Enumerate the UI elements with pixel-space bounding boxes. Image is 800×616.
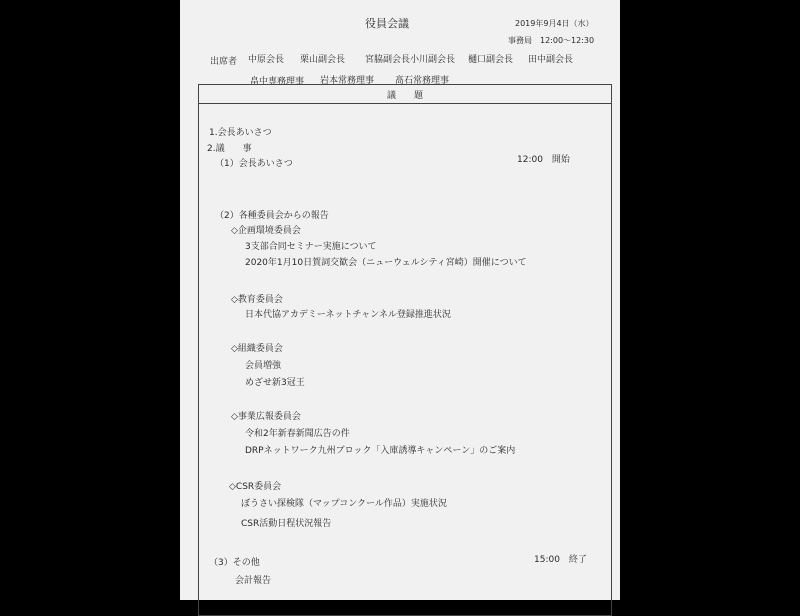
attendee: 小川副会長 [410, 55, 456, 65]
report-item: めざせ新3冠王 [245, 378, 305, 388]
agenda-item: 1.会長あいさつ [209, 128, 272, 138]
agenda-subitem: （1）会長あいさつ [215, 159, 293, 169]
agenda-item: 2.議 事 [207, 144, 252, 154]
agenda-subitem: （3）その他 [209, 558, 260, 568]
report-item: 日本代協アカデミーネットチャンネル登録推進状況 [245, 310, 451, 320]
agenda-subitem: （2）各種委員会からの報告 [215, 211, 329, 221]
secretariat-time: 事務局 12:00～12:30 [508, 36, 595, 45]
attendee: 髙石常務理事 [395, 76, 450, 86]
attendee: 岩本常務理事 [320, 76, 375, 86]
agenda-box [198, 84, 612, 616]
report-item: 2020年1月10日賀詞交歓会（ニューウェルシティ宮崎）開催について [245, 258, 527, 268]
report-item: ぼうさい探検隊（マップコンクール作品）実施状況 [241, 499, 447, 509]
report-item: DRPネットワーク九州ブロック「入庫誘導キャンペーン」のご案内 [245, 446, 516, 456]
committee-name: ◇CSR委員会 [229, 482, 282, 492]
report-item: 3支部合同セミナー実施について [245, 242, 377, 252]
attendee: 畠中専務理事 [250, 77, 305, 87]
attendee: 栗山副会長 [300, 55, 346, 65]
attendee: 中原会長 [248, 55, 285, 65]
attendee: 樋口副会長 [468, 55, 514, 65]
meeting-date: 2019年9月4日（水） [515, 19, 594, 28]
attendee: 田中副会長 [528, 55, 574, 65]
document-title: 役員会議 [365, 17, 409, 30]
agenda-subject: 議 題 [386, 91, 423, 101]
committee-name: ◇企画環境委員会 [231, 226, 301, 236]
committee-name: ◇事業広報委員会 [231, 412, 301, 422]
committee-name: ◇組織委員会 [231, 344, 283, 354]
end-time: 15:00 終了 [534, 555, 587, 565]
attendees-label: 出席者 [210, 57, 238, 67]
document-page [180, 0, 620, 600]
agenda-header [199, 85, 611, 104]
attendee: 宮脇副会長 [365, 55, 411, 65]
report-item: 令和2年新春新聞広告の件 [245, 429, 350, 439]
committee-name: ◇教育委員会 [231, 295, 283, 305]
report-item: 会員増強 [245, 361, 282, 371]
report-item: 会計報告 [235, 576, 272, 586]
start-time: 12:00 開始 [517, 155, 570, 165]
report-item: CSR活動日程状況報告 [241, 519, 332, 529]
